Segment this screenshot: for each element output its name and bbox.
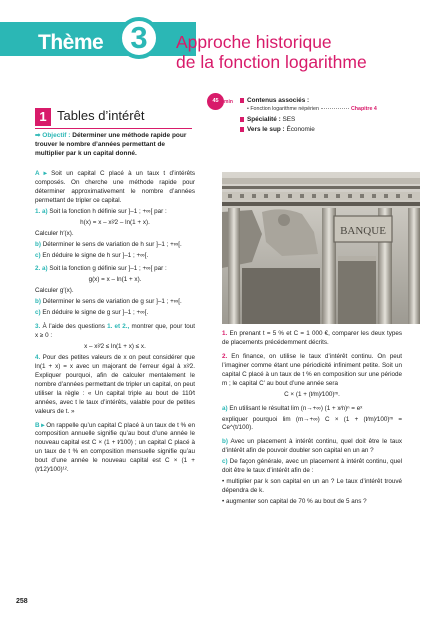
section-rule	[35, 128, 192, 129]
b-qa-label: a)	[222, 404, 228, 412]
q2c-label: c)	[35, 309, 41, 317]
b-qb-label: b)	[222, 438, 228, 446]
column-right	[222, 330, 402, 509]
b-qc-item-1: • multiplier par k son capital en un an ? Le taux d’intérêt trouvé dépendra de k.	[222, 478, 402, 495]
q1-number: 1. a)	[35, 207, 48, 215]
part-b-marker: B ▸	[35, 421, 45, 429]
q1b	[35, 241, 195, 250]
objective-label-text: Objectif :	[42, 132, 71, 139]
q1b-text: Déterminer le sens de variation de h sur ]–1 ; +∞[.	[42, 240, 182, 248]
bank-building-photo	[222, 172, 420, 324]
q1a	[35, 208, 195, 217]
specialite-value: SES	[282, 115, 296, 123]
q1a-text: Soit la fonction h définie sur ]–1 ; +∞[ par :	[49, 207, 167, 215]
q2b-label: b)	[35, 298, 41, 306]
b-qc-label: c)	[222, 458, 228, 466]
clock-icon: 45	[207, 93, 224, 110]
sup-row	[240, 125, 415, 134]
specialite-row	[240, 115, 415, 124]
part-a-marker: A ▸	[35, 170, 47, 177]
formula-g: g(x) = x – ln(1 + x).	[88, 276, 142, 284]
formula-h: h(x) = x – x²⁄2 – ln(1 + x).	[80, 218, 150, 226]
b-qa	[222, 405, 402, 414]
contenus-item	[240, 106, 415, 114]
bank-facade-illustration	[222, 172, 420, 324]
title-line-1: Approche historique	[176, 32, 332, 52]
q1c-label: c)	[35, 251, 41, 259]
q3-text-a: À l’aide des questions	[42, 323, 105, 331]
formula-inequality: x – x²⁄2 ≤ ln(1 + x) ≤ x.	[84, 343, 146, 350]
b-qc-item-2: • augmenter son capital de 70 % au bout de 5 ans ?	[222, 498, 367, 505]
part-b-text: On rappelle qu’un capital C placé à un taux de t % en composition annuelle signifie qu’au bout d’une année le nouveau capital est C × (1 + t⁄100) ; un capital C placé à un taux de t % en composition mensuelle signifie qu’au bout d’une année le nouveau capital est C × (1 + (t⁄12)⁄100)¹².	[35, 421, 195, 474]
intro-text: Soit un capital C placé à un taux t d’intérêts composés. On cherche une méthode rapide pour déterminer approximativement le nombre d’années permettant de tripler ce capital.	[35, 170, 195, 204]
bank-sign-text: BANQUE	[340, 225, 386, 237]
b-q1-number: 1.	[222, 330, 228, 337]
q4	[35, 354, 195, 417]
q3-ref: 1. et 2.,	[107, 323, 130, 331]
specialite-label: Spécialité :	[247, 115, 281, 123]
q1c-text: En déduire le signe de h sur ]–1 ; +∞[.	[42, 251, 149, 259]
q1c	[35, 252, 195, 261]
b-qc	[222, 458, 402, 476]
b-qa-text: En utilisant le résultat lim (n→+∞) (1 + x⁄n)ⁿ = eˣ	[229, 404, 363, 412]
b-qb-text: Avec un placement à intérêt continu, quel doit être le taux d’intérêt afin de pouvoir doubler son capital en un an ?	[222, 438, 402, 455]
b-qc-text: De façon générale, avec un placement à intérêt continu, quel doit être le taux d’intérêt afin de :	[222, 458, 403, 475]
q2a-text: Soit la fonction g définie sur ]–1 ; +∞[ par :	[49, 265, 167, 273]
page-title	[176, 32, 367, 72]
q2b	[35, 298, 195, 307]
q3	[35, 323, 195, 341]
q2a	[35, 265, 195, 274]
b-qb	[222, 438, 402, 456]
b-q2-text: En finance, on utilise le taux d’intérêt continu. On peut l’imaginer comme étant une périodicité infiniment petite. Soit un capital C placé à un taux de t % en composition sur une période m ; le capital C′ au bout d’une année sera	[222, 352, 402, 387]
sup-value: Économie	[286, 125, 315, 133]
contenus-row	[240, 96, 415, 105]
b-q1-text: En prenant t = 5 % et C = 1 000 €, comparer les deux types de placements précédemment décrits.	[222, 330, 403, 346]
q4-text: Pour des petites valeurs de x on peut considérer que ln(1 + x) = x avec un majorant de l’erreur égal à x²⁄2. Expliquer pourquoi, afin de calculer mentalement le nombre d’années permettant de tripler un capital, on peut utiliser la règle : « Un capital triple au bout de 110⁄t années, avec t le taux d’intérêts, valable pour de petites valeurs de t. »	[35, 353, 195, 415]
q3-text-b: montrer que, pour tout x ≥ 0 :	[35, 323, 196, 340]
timer-unit: min	[224, 99, 233, 105]
part-b-paragraph	[35, 422, 195, 476]
sup-label: Vers le sup :	[247, 125, 285, 133]
q4-number: 4.	[35, 353, 41, 361]
leader-dots	[321, 108, 349, 109]
theme-number: 3	[118, 17, 160, 59]
contenus-text: • Fonction logarithme népérien	[247, 106, 319, 113]
b-q2	[222, 353, 402, 389]
title-line-2: de la fonction logarithme	[176, 52, 367, 72]
column-left	[35, 170, 195, 477]
b-q2-number: 2.	[222, 352, 228, 360]
formula-cm: C × (1 + (t⁄m)⁄100)ᵐ.	[284, 390, 340, 398]
b-q1	[222, 330, 402, 348]
objective-text: Déterminer une méthode rapide pour trouver le nombre d’années permettant de multiplier par k un capital donné.	[35, 132, 187, 158]
contenus-label: Contenus associés :	[247, 97, 310, 104]
b-qa2: expliquer pourquoi lim (m→+∞) C × (1 + (t⁄m)⁄100)ᵐ = Ce^(t/100).	[222, 415, 402, 432]
q2b-text: Déterminer le sens de variation de g sur ]–1 ; +∞[.	[42, 298, 182, 306]
chapter-ref: Chapitre 4	[350, 106, 377, 113]
page-number: 258	[16, 598, 28, 605]
intro-paragraph	[35, 170, 195, 206]
q2c	[35, 309, 195, 318]
q1b-label: b)	[35, 240, 41, 248]
section-title: Tables d’intérêt	[57, 108, 145, 123]
q3-number: 3.	[35, 323, 41, 331]
calc-h: Calculer h′(x).	[35, 229, 74, 237]
section-number: 1	[35, 108, 51, 126]
q2-number: 2. a)	[35, 265, 48, 273]
context-box	[240, 96, 415, 135]
objective	[35, 131, 195, 159]
q2c-text: En déduire le signe de g sur ]–1 ; +∞[.	[42, 309, 149, 317]
calc-g: Calculer g′(x).	[35, 287, 74, 295]
objective-label: ➡ Objectif :	[35, 132, 71, 139]
theme-label: Thème	[38, 31, 104, 54]
